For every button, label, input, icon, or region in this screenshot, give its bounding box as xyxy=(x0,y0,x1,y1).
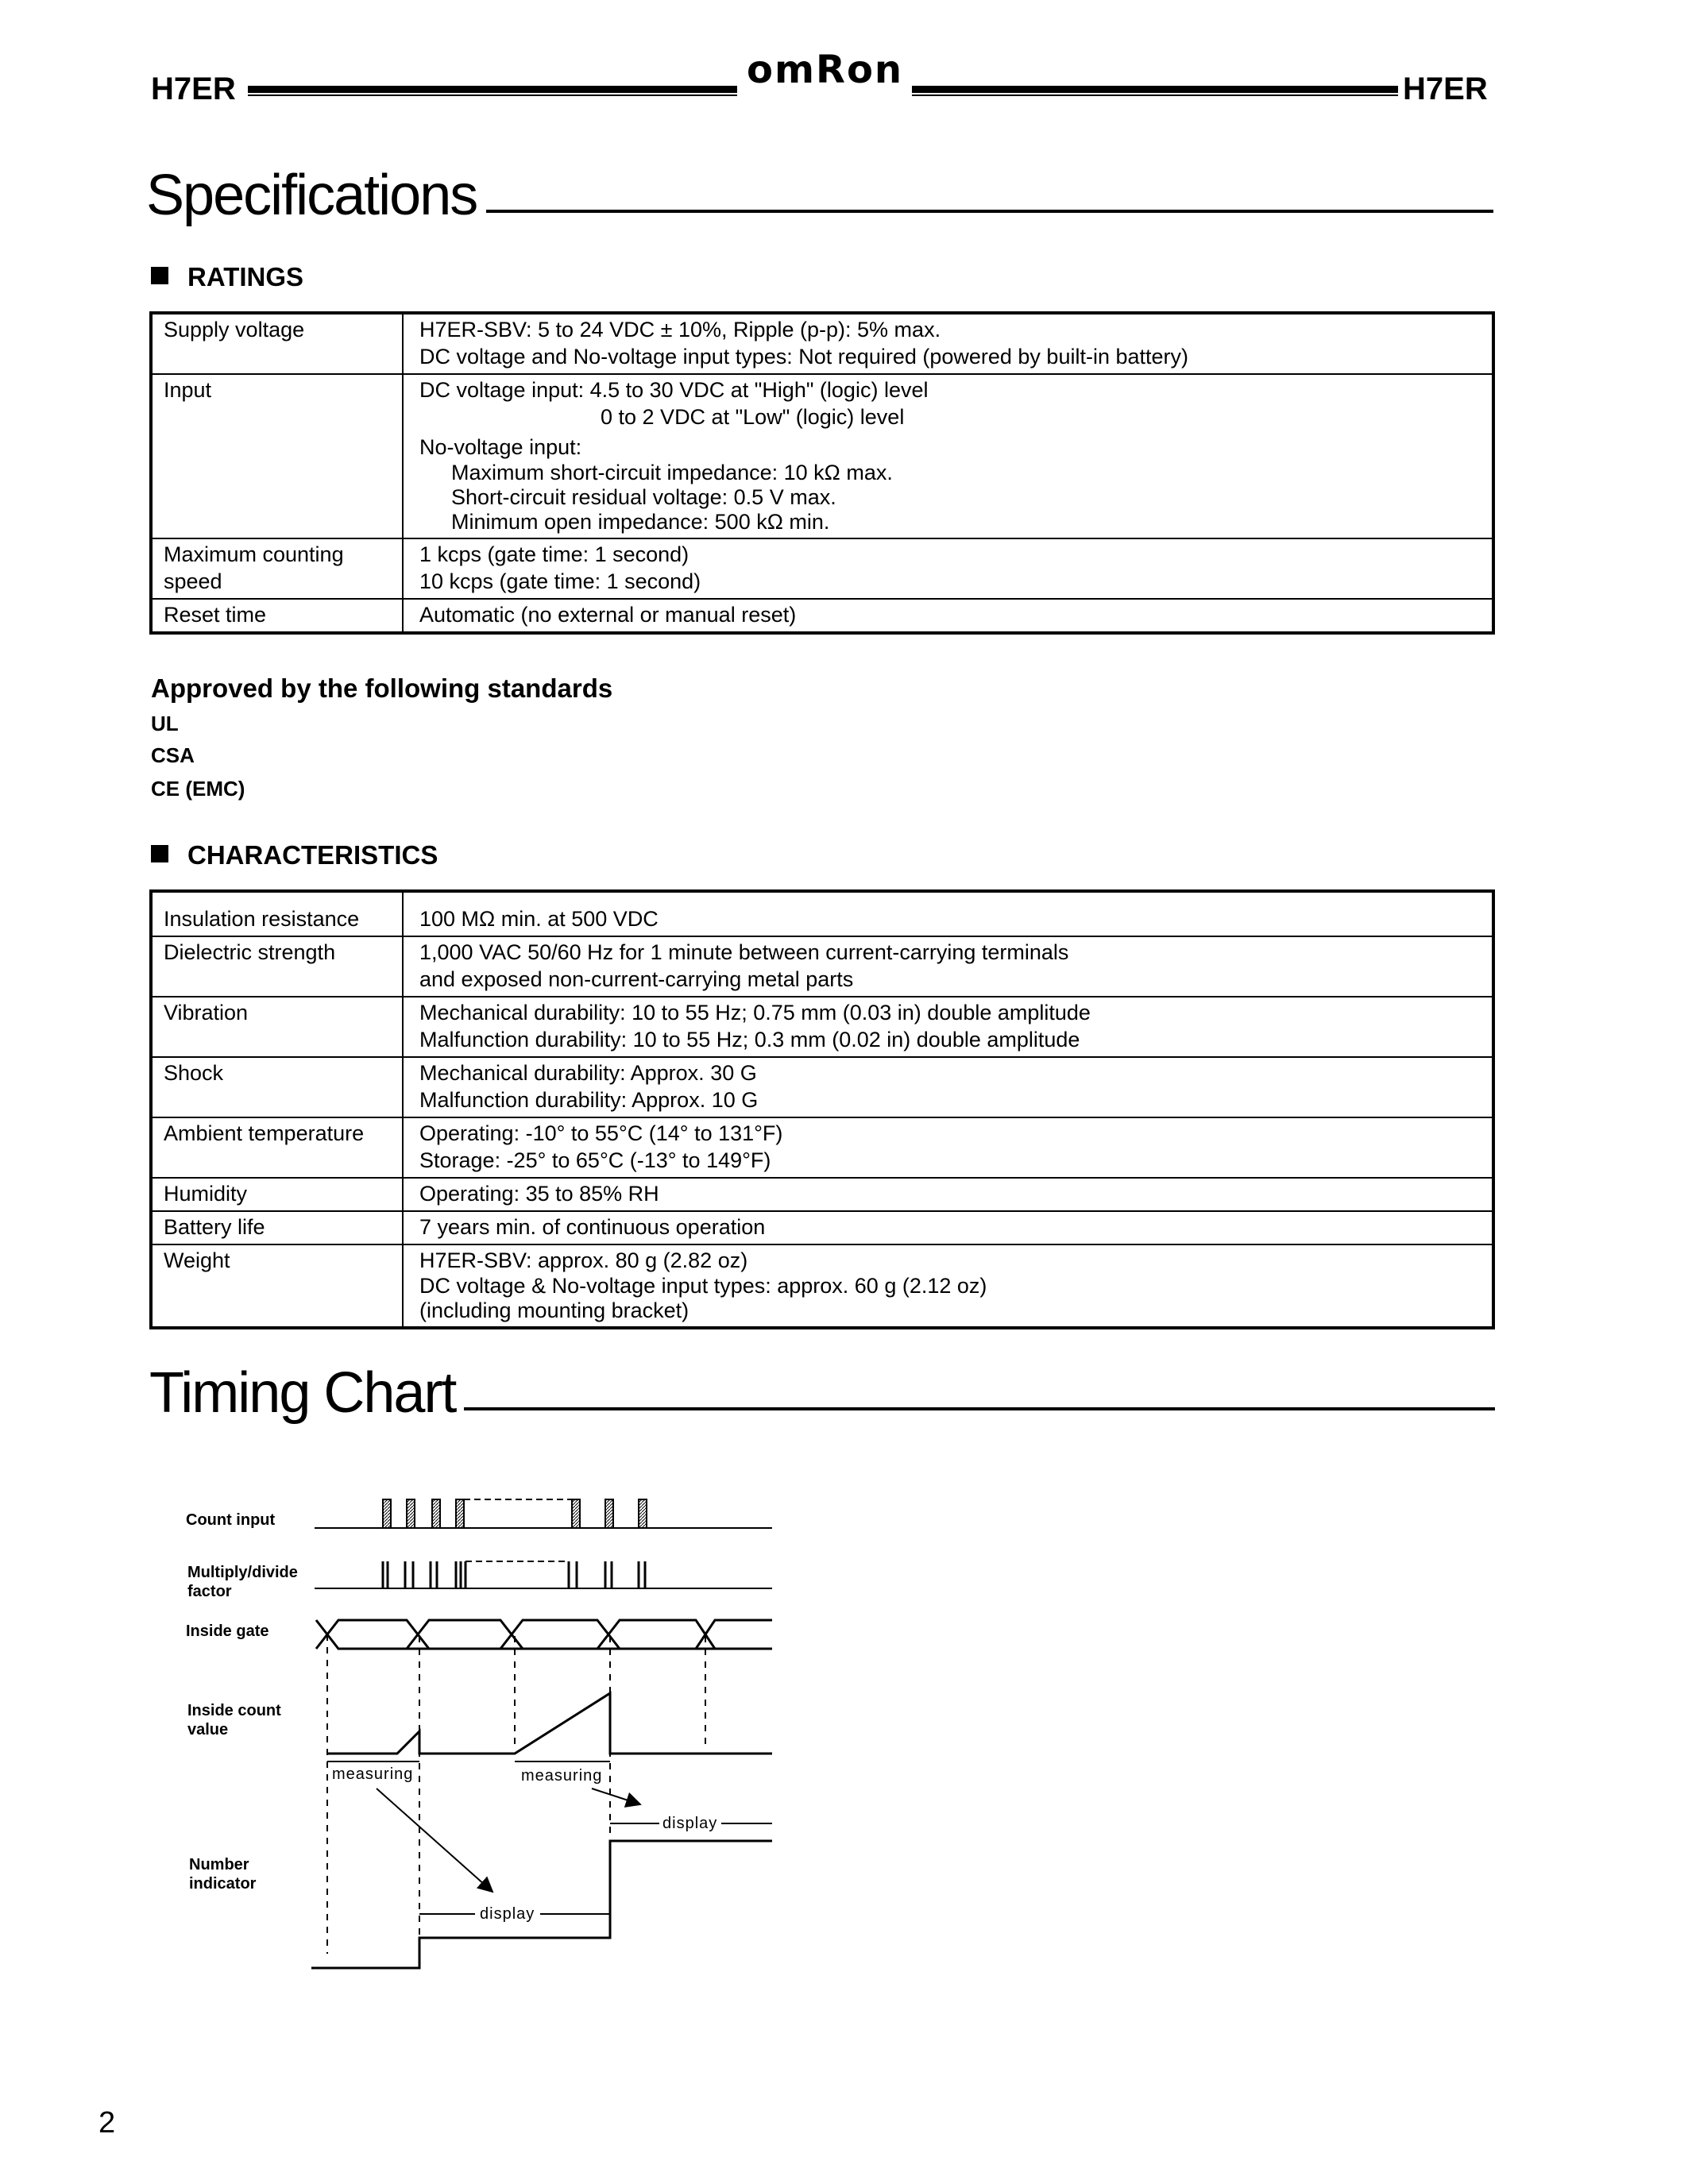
signal-label-inside-gate: Inside gate xyxy=(186,1623,269,1640)
row-label: Insulation resistance xyxy=(151,891,403,936)
row-label: Vibration xyxy=(151,997,403,1057)
row-label: Reset time xyxy=(151,599,403,633)
standard-csa: CSA xyxy=(151,743,195,767)
row-value: 7 years min. of continuous operation xyxy=(403,1211,1493,1244)
measuring-label-2: measuring xyxy=(521,1767,603,1785)
signal-label-multiply-divide: Multiply/divide factor xyxy=(187,1564,298,1600)
standard-ce: CE (EMC) xyxy=(151,777,245,801)
signal-label-number-indicator: Number indicator xyxy=(189,1856,257,1893)
row-value: DC voltage input: 4.5 to 30 VDC at "High" (logic) level 0 to 2 VDC at "Low" (logic) level No-voltage input: Maximum short-circuit impedance: 10 kΩ max. Short-circuit residual voltage: 0.5 V max. Minimum open impedance: 500 kΩ min. xyxy=(403,374,1493,538)
row-value: H7ER-SBV: 5 to 24 VDC ± 10%, Ripple (p-p): 5% max. DC voltage and No-voltage input types: Not required (powered by built-in battery) xyxy=(403,313,1493,374)
brand-logo: omRon xyxy=(747,48,904,92)
row-label: Input xyxy=(151,374,403,538)
measuring-label-1: measuring xyxy=(332,1765,414,1783)
timing-chart-title: Timing Chart xyxy=(149,1361,456,1425)
display-annotations xyxy=(419,1823,772,1914)
header-model-left: H7ER xyxy=(151,71,236,106)
signal-label-inside-count: Inside count value xyxy=(187,1702,281,1738)
signal-label-count-input: Count input xyxy=(186,1511,276,1529)
characteristics-heading-text: CHARACTERISTICS xyxy=(187,840,438,870)
row-value: Mechanical durability: 10 to 55 Hz; 0.75 mm (0.03 in) double amplitude Malfunction durability: 10 to 55 Hz; 0.3 mm (0.02 in) double amplitude xyxy=(403,997,1493,1057)
inside-gate-waveform xyxy=(316,1620,772,1649)
row-label: Maximum counting speed xyxy=(151,538,403,599)
row-value: Automatic (no external or manual reset) xyxy=(403,599,1493,633)
row-label: Humidity xyxy=(151,1178,403,1211)
display-label-2: display xyxy=(480,1905,535,1923)
ratings-heading-text: RATINGS xyxy=(187,262,304,291)
count-input-waveform xyxy=(315,1499,772,1528)
number-indicator-waveform xyxy=(311,1841,772,1968)
row-label: Shock xyxy=(151,1057,403,1117)
standard-ul: UL xyxy=(151,712,179,735)
display-label-1: display xyxy=(662,1815,718,1832)
row-value: Operating: 35 to 85% RH xyxy=(403,1178,1493,1211)
row-label: Battery life xyxy=(151,1211,403,1244)
row-value: 100 MΩ min. at 500 VDC xyxy=(403,891,1493,936)
approved-standards-title: Approved by the following standards xyxy=(151,673,613,703)
header-model-right: H7ER xyxy=(1403,71,1488,106)
row-value: 1,000 VAC 50/60 Hz for 1 minute between current-carrying terminals and exposed non-current-carrying metal parts xyxy=(403,936,1493,997)
multiply-divide-waveform xyxy=(315,1561,772,1588)
specifications-title: Specifications xyxy=(146,164,477,227)
page-number: 2 xyxy=(98,2106,116,2140)
row-value: Mechanical durability: Approx. 30 G Malfunction durability: Approx. 10 G xyxy=(403,1057,1493,1117)
row-value: H7ER-SBV: approx. 80 g (2.82 oz) DC voltage & No-voltage input types: approx. 60 g (2.12 oz) (including mounting bracket) xyxy=(403,1244,1493,1328)
row-label: Supply voltage xyxy=(151,313,403,374)
row-value: 1 kcps (gate time: 1 second) 10 kcps (gate time: 1 second) xyxy=(403,538,1493,599)
row-label: Dielectric strength xyxy=(151,936,403,997)
row-label: Ambient temperature xyxy=(151,1117,403,1178)
row-value: Operating: -10° to 55°C (14° to 131°F) Storage: -25° to 65°C (-13° to 149°F) xyxy=(403,1117,1493,1178)
row-label: Weight xyxy=(151,1244,403,1328)
